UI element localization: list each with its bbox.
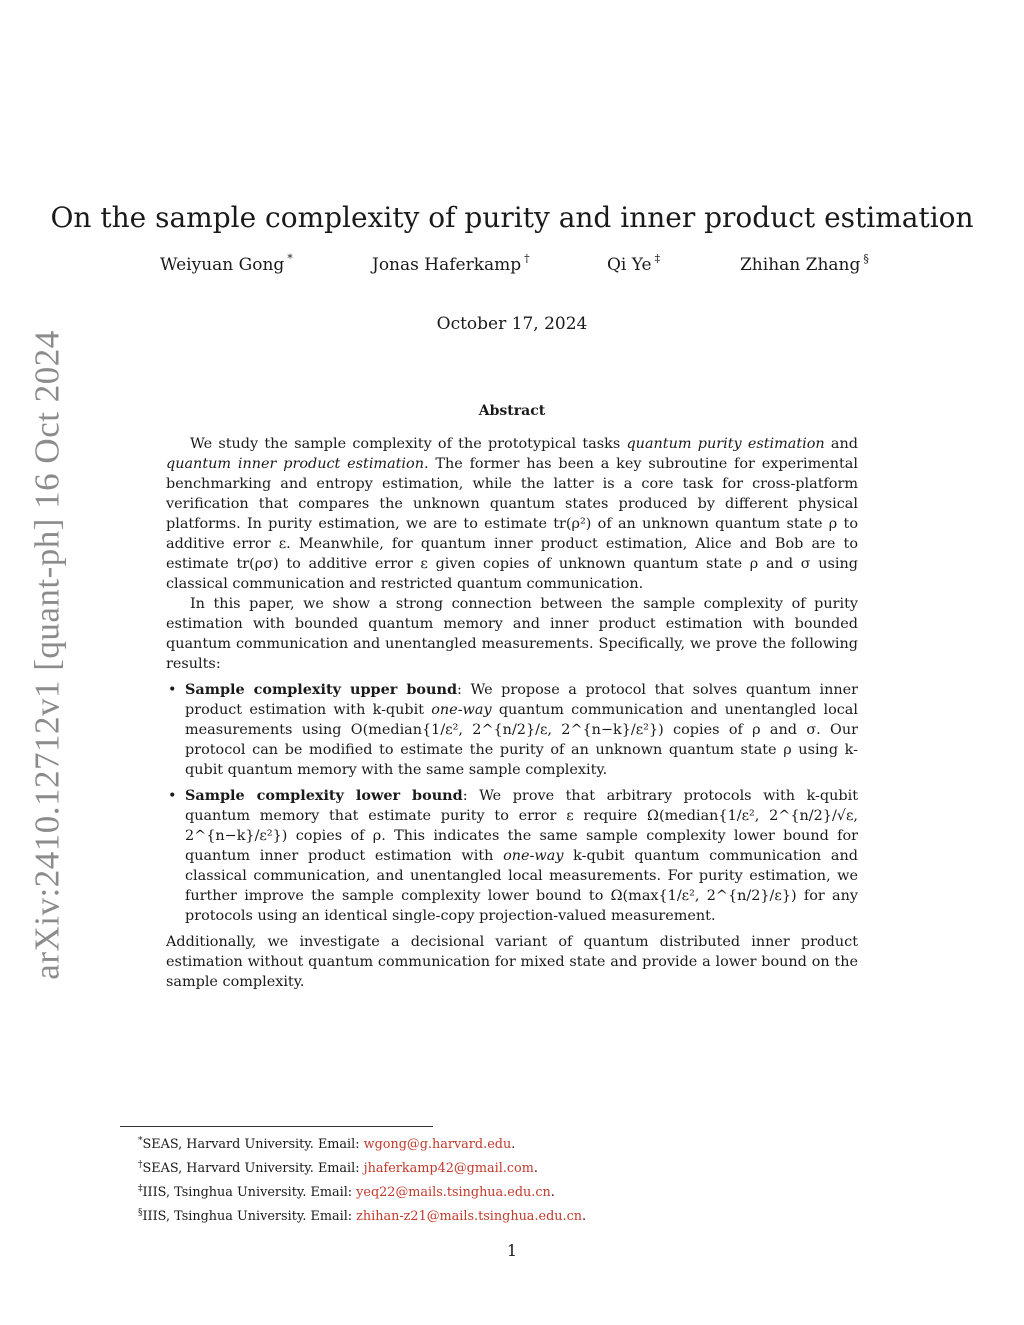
author-footnote-mark: †: [524, 252, 530, 265]
abstract-paragraph-1: We study the sample complexity of the prototypical tasks quantum purity estimation and quantum inner product estimation. The former has been a key subroutine for experimental benchmarking and entropy estimation, while the latter is a core task for cross-platform verification that compares the unknown quantum states produced by different physical platforms. In purity estimation, we are to estimate tr(ρ²) of an unknown quantum state ρ to additive error ε. Meanwhile, for quantum inner product estimation, Alice and Bob are to estimate tr(ρσ) to additive error ε given copies of unknown quantum state ρ and σ using classical communication and restricted quantum communication.: [166, 436, 858, 592]
footnotes: [138, 1131, 586, 1227]
abstract-paragraph-2: In this paper, we show a strong connection between the sample complexity of purity estimation with bounded quantum memory and inner product estimation with bounded quantum communication and unentangled measurements. Specifically, we prove the following results:: [166, 596, 858, 672]
abstract-body: [166, 434, 858, 992]
author-name: Zhihan Zhang: [740, 255, 861, 275]
footnote-2: †SEAS, Harvard University. Email: jhaferkamp42@gmail.com.: [138, 1160, 538, 1176]
author-1: [160, 252, 293, 275]
abstract-heading: Abstract: [478, 403, 546, 419]
email-link[interactable]: zhihan-z21@mails.tsinghua.edu.cn: [356, 1209, 582, 1224]
author-4: [740, 252, 869, 275]
bullet-icon: •: [168, 682, 177, 698]
result-heading: Sample complexity upper bound: [185, 681, 458, 698]
author-2: [372, 252, 530, 275]
author-3: [607, 252, 660, 275]
arxiv-identifier: arXiv:2410.12712v1 [quant-ph] 16 Oct 2024: [28, 330, 67, 980]
list-item: • Sample complexity upper bound: We propose a protocol that solves quantum inner product estimation with k-qubit one-way quantum communication and unentangled local measurements using O(median{1/ε², 2^{n/2}/ε, 2^{n−k}/ε²}) copies of ρ and σ. Our protocol can be modified to estimate the purity of an unknown quantum state ρ using k-qubit quantum memory with the same sample complexity.: [168, 681, 859, 778]
publication-date: October 17, 2024: [436, 314, 588, 334]
author-name: Weiyuan Gong: [160, 255, 285, 275]
footnote-1: *SEAS, Harvard University. Email: wgong@g.harvard.edu.: [138, 1136, 516, 1152]
email-link[interactable]: wgong@g.harvard.edu: [363, 1137, 512, 1152]
list-item: • Sample complexity lower bound: We prove that arbitrary protocols with k-qubit quantum memory that estimate purity to error ε require Ω(median{1/ε², 2^{n/2}/√ε, 2^{n−k}/ε²}) copies of ρ. This indicates the same sample complexity lower bound for quantum inner product estimation with one-way k-qubit quantum communication and classical communication, and unentangled local measurements. For purity estimation, we further improve the sample complexity lower bound to Ω(max{1/ε², 2^{n/2}/ε}) for any protocols using an identical single-copy projection-valued measurement.: [168, 787, 858, 924]
abstract-paragraph-3: Additionally, we investigate a decisional variant of quantum distributed inner product estimation without quantum communication for mixed state and provide a lower bound on the sample complexity.: [166, 934, 858, 990]
email-link[interactable]: yeq22@mails.tsinghua.edu.cn: [356, 1185, 551, 1200]
result-heading: Sample complexity lower bound: [185, 787, 463, 804]
footnote-3: ‡IIIS, Tsinghua University. Email: yeq22@mails.tsinghua.edu.cn.: [138, 1184, 555, 1200]
author-name: Jonas Haferkamp: [372, 255, 522, 275]
footnote-divider: [120, 1126, 433, 1127]
page-number: 1: [506, 1241, 518, 1260]
author-footnote-mark: ‡: [654, 252, 661, 265]
arxiv-side-stamp: [28, 330, 68, 980]
email-link[interactable]: jhaferkamp42@gmail.com: [363, 1161, 534, 1176]
author-footnote-mark: *: [287, 252, 293, 265]
paper-title: On the sample complexity of purity and inner product estimation: [50, 200, 974, 234]
bullet-icon: •: [168, 788, 177, 804]
footnote-4: §IIIS, Tsinghua University. Email: zhihan-z21@mails.tsinghua.edu.cn.: [138, 1208, 587, 1224]
author-name: Qi Ye: [607, 255, 652, 275]
results-list: [166, 680, 858, 926]
author-footnote-mark: §: [863, 252, 869, 265]
